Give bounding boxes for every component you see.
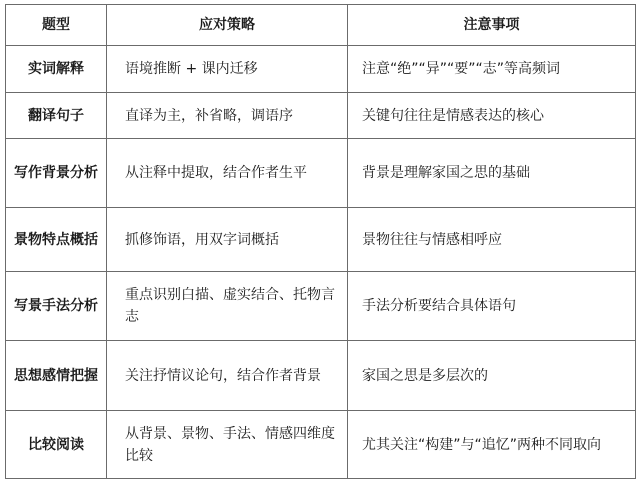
strategy-cell: 关注抒情议论句，结合作者背景 [107, 341, 348, 411]
header-row [6, 5, 636, 46]
header-notes: 注意事项 [348, 5, 636, 46]
notes-cell: 景物往往与情感相呼应 [348, 208, 636, 272]
table-row [6, 272, 636, 341]
header-type: 题型 [6, 5, 107, 46]
table-row [6, 46, 636, 93]
notes-cell: 家国之思是多层次的 [348, 341, 636, 411]
header-strategy: 应对策略 [107, 5, 348, 46]
type-cell: 景物特点概括 [6, 208, 107, 272]
strategy-cell: 语境推断 + 课内迁移 [107, 46, 348, 93]
table-row [6, 93, 636, 139]
type-cell: 实词解释 [6, 46, 107, 93]
type-cell: 写景手法分析 [6, 272, 107, 341]
table-row [6, 411, 636, 479]
table-row [6, 341, 636, 411]
table-row [6, 139, 636, 208]
type-cell: 翻译句子 [6, 93, 107, 139]
type-cell: 写作背景分析 [6, 139, 107, 208]
notes-cell: 尤其关注“构建”与“追忆”两种不同取向 [348, 411, 636, 479]
strategy-table [5, 4, 636, 479]
strategy-cell: 抓修饰语，用双字词概括 [107, 208, 348, 272]
strategy-cell: 从背景、景物、手法、情感四维度比较 [107, 411, 348, 479]
table-row [6, 208, 636, 272]
strategy-cell: 从注释中提取，结合作者生平 [107, 139, 348, 208]
notes-cell: 背景是理解家国之思的基础 [348, 139, 636, 208]
type-cell: 思想感情把握 [6, 341, 107, 411]
notes-cell: 关键句往往是情感表达的核心 [348, 93, 636, 139]
strategy-cell: 直译为主，补省略，调语序 [107, 93, 348, 139]
notes-cell: 手法分析要结合具体语句 [348, 272, 636, 341]
type-cell: 比较阅读 [6, 411, 107, 479]
strategy-cell: 重点识别白描、虚实结合、托物言志 [107, 272, 348, 341]
notes-cell: 注意“绝”“异”“要”“志”等高频词 [348, 46, 636, 93]
